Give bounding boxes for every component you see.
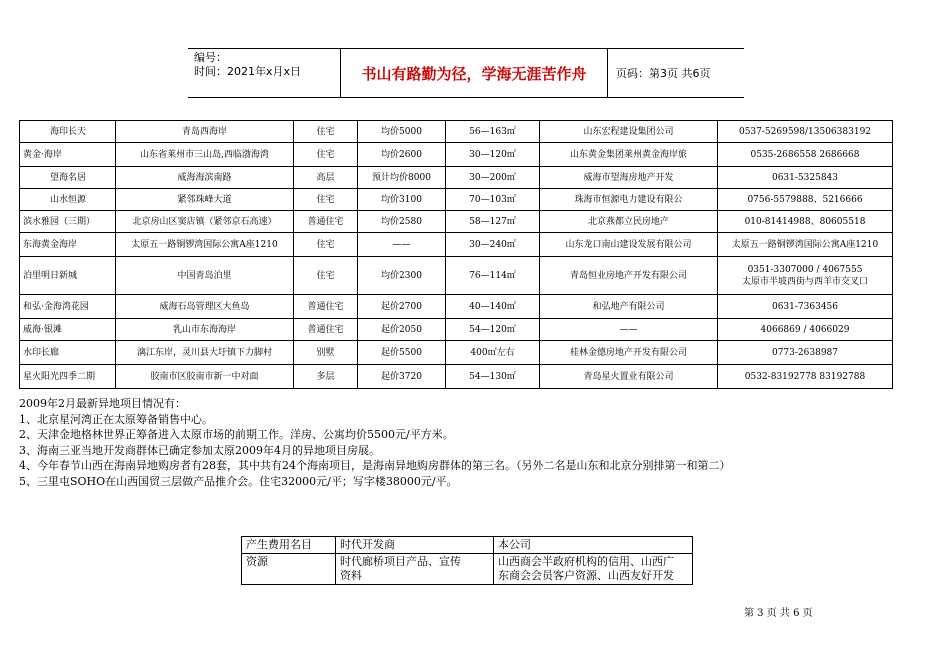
- cost-row-developer-line: 时代廊桥项目产品、宣传: [340, 555, 461, 568]
- note-item-4: 4、今年春节山西在海南异地购房者有28套，其中共有24个海南项目，是海南异地购房群体的第三名。（另外二名是山东和北京分别排第一和第二）: [19, 459, 731, 472]
- project-area-cell: 56—163㎡: [446, 121, 540, 143]
- project-row: [20, 233, 893, 257]
- document-time: 时间：2021年x月x日: [194, 65, 302, 78]
- project-developer-cell: 威海市望海房地产开发: [540, 167, 718, 189]
- project-developer-cell: ——: [540, 319, 718, 341]
- project-developer-cell: 和弘地产有限公司: [540, 295, 718, 319]
- project-type-cell: 住宅: [294, 233, 358, 257]
- project-area-cell: 76—114㎡: [446, 257, 540, 295]
- note-item-2: 2、天津金地格林世界正筹备进入太原市场的前期工作。洋房、公寓均价5500元/平方米。: [19, 428, 454, 441]
- project-price-cell: 预计均价8000: [358, 167, 446, 189]
- project-phone-cell: 0631-5325843: [718, 167, 893, 189]
- project-area-cell: 400㎡左右: [446, 341, 540, 365]
- project-area-cell: 30—200㎡: [446, 167, 540, 189]
- project-row: [20, 341, 893, 365]
- project-address-cell: 威海海滨南路: [116, 167, 294, 189]
- note-item-5: 5、三里屯SOHO在山西国贸三层做产品推介会。住宅32000元/平；写字楼38000元/平。: [19, 474, 458, 488]
- projects-table: [19, 120, 893, 389]
- project-area-cell: 30—120㎡: [446, 143, 540, 167]
- project-type-cell: 住宅: [294, 121, 358, 143]
- cost-table-header-row: [242, 537, 693, 554]
- cost-table: [241, 536, 693, 585]
- project-type-cell: 别墅: [294, 341, 358, 365]
- project-phone-cell: 0535-2686558 2686668: [718, 143, 893, 167]
- project-developer-cell: 桂林金德房地产开发有限公司: [540, 341, 718, 365]
- project-address-cell: 山东省莱州市三山岛,西临渤海湾: [116, 143, 294, 167]
- cost-row-company: [494, 554, 693, 585]
- project-price-cell: 均价3100: [358, 189, 446, 211]
- project-name-cell: 滨水雅园（三期）: [20, 211, 116, 233]
- header-motto: 书山有路勤为径，学海无涯苦作舟: [341, 49, 608, 97]
- project-developer-cell: 山东宏程建设集团公司: [540, 121, 718, 143]
- project-name-cell: 海印长天: [20, 121, 116, 143]
- notes-section: [19, 396, 919, 489]
- project-name-cell: 星火阳光四季二期: [20, 365, 116, 389]
- project-developer-cell: 山东龙口南山建设发展有限公司: [540, 233, 718, 257]
- project-phone-cell: 0756-5579888、5216666: [718, 189, 893, 211]
- project-address-cell: 漓江东岸，灵川县大圩镇下力脚村: [116, 341, 294, 365]
- page-footer: 第 3 页 共 6 页: [744, 608, 813, 619]
- note-item-3: 3、海南三亚当地开发商群体已确定参加太原2009年4月的异地项目房展。: [19, 443, 380, 457]
- project-type-cell: 住宅: [294, 257, 358, 295]
- project-row: [20, 365, 893, 389]
- project-type-cell: 多层: [294, 365, 358, 389]
- project-row: [20, 143, 893, 167]
- project-price-cell: 起价5500: [358, 341, 446, 365]
- project-address-cell: 北京房山区窦店镇（紧邻京石高速）: [116, 211, 294, 233]
- project-price-cell: 起价3720: [358, 365, 446, 389]
- project-type-cell: 高层: [294, 167, 358, 189]
- project-row: [20, 189, 893, 211]
- cost-row-developer: [336, 554, 494, 585]
- project-phone-cell: [718, 257, 893, 295]
- project-phone-line: 0351-3307000 / 4067555: [747, 264, 863, 275]
- project-address-cell: 威海石岛管理区大鱼岛: [116, 295, 294, 319]
- project-address-cell: 太原五一路铜锣湾国际公寓A座1210: [116, 233, 294, 257]
- document-header: [188, 48, 744, 98]
- cost-header-company: 本公司: [494, 537, 693, 554]
- project-name-cell: 泊里明日新城: [20, 257, 116, 295]
- project-name-cell: 黄金·海岸: [20, 143, 116, 167]
- cost-row-company-line: 东商会会员客户资源、山西友好开发: [498, 569, 674, 582]
- project-phone-cell: 4066869 / 4066029: [718, 319, 893, 341]
- project-developer-cell: 青岛星火置业有限公司: [540, 365, 718, 389]
- cost-row-label: 资源: [242, 554, 336, 585]
- project-price-cell: 起价2700: [358, 295, 446, 319]
- project-name-cell: 山水恒源: [20, 189, 116, 211]
- project-price-cell: 起价2050: [358, 319, 446, 341]
- project-type-cell: 住宅: [294, 189, 358, 211]
- project-area-cell: 54—120㎡: [446, 319, 540, 341]
- project-row: [20, 319, 893, 341]
- project-type-cell: 住宅: [294, 143, 358, 167]
- cost-row-developer-line: 资料: [340, 569, 362, 582]
- cost-header-developer: 时代开发商: [336, 537, 494, 554]
- project-phone-cell: 010-81414988、80605518: [718, 211, 893, 233]
- project-area-cell: 40—140㎡: [446, 295, 540, 319]
- project-phone-cell: 0537-5269598/13506383192: [718, 121, 893, 143]
- project-price-cell: 均价2580: [358, 211, 446, 233]
- project-developer-cell: 山东黄金集团莱州黄金海岸旅: [540, 143, 718, 167]
- header-page-info: 页码：第3页 共6页: [616, 67, 711, 80]
- project-address-cell: 胶南市区胶南市新一中对面: [116, 365, 294, 389]
- cost-table-row: [242, 554, 693, 585]
- notes-title: 2009年2月最新异地项目情况有：: [19, 397, 186, 410]
- project-address-cell: 中国青岛泊里: [116, 257, 294, 295]
- project-developer-cell: 青岛恒业房地产开发有限公司: [540, 257, 718, 295]
- header-meta: [188, 49, 341, 97]
- project-name-cell: 威海·银滩: [20, 319, 116, 341]
- project-name-cell: 水印长廊: [20, 341, 116, 365]
- cost-row-company-line: 山西商会半政府机构的信用、山西广: [498, 555, 674, 568]
- projects-table-body: [20, 121, 893, 389]
- project-area-cell: 58—127㎡: [446, 211, 540, 233]
- project-price-cell: ——: [358, 233, 446, 257]
- project-phone-cell: 太原五一路铜锣湾国际公寓A座1210: [718, 233, 893, 257]
- project-price-cell: 均价5000: [358, 121, 446, 143]
- project-area-cell: 54—130㎡: [446, 365, 540, 389]
- project-type-cell: 普通住宅: [294, 295, 358, 319]
- project-phone-cell: 0532-83192778 83192788: [718, 365, 893, 389]
- project-address-cell: 乳山市东海海岸: [116, 319, 294, 341]
- project-area-cell: 70—103㎡: [446, 189, 540, 211]
- project-type-cell: 普通住宅: [294, 319, 358, 341]
- project-area-cell: 30—240㎡: [446, 233, 540, 257]
- project-row: [20, 257, 893, 295]
- project-developer-cell: 珠海市恒源电力建设有限公: [540, 189, 718, 211]
- project-name-cell: 望海名居: [20, 167, 116, 189]
- project-row: [20, 121, 893, 143]
- project-name-cell: 东海黄金海岸: [20, 233, 116, 257]
- cost-header-item: 产生费用名目: [242, 537, 336, 554]
- project-address-cell: 青岛西海岸: [116, 121, 294, 143]
- project-phone-cell: 0773-2638987: [718, 341, 893, 365]
- project-name-cell: 和弘·金海湾花园: [20, 295, 116, 319]
- project-address-cell: 紧邻珠峰大道: [116, 189, 294, 211]
- project-phone-line: 太原市半坡西街与西羊市交叉口: [741, 276, 868, 287]
- project-type-cell: 普通住宅: [294, 211, 358, 233]
- note-item-1: 1、北京星河湾正在太原筹备销售中心。: [19, 412, 213, 426]
- project-price-cell: 均价2600: [358, 143, 446, 167]
- project-row: [20, 211, 893, 233]
- project-row: [20, 167, 893, 189]
- project-developer-cell: 北京燕都立民房地产: [540, 211, 718, 233]
- project-row: [20, 295, 893, 319]
- project-price-cell: 均价2300: [358, 257, 446, 295]
- document-number-label: 编号：: [194, 51, 227, 64]
- project-phone-cell: 0631-7363456: [718, 295, 893, 319]
